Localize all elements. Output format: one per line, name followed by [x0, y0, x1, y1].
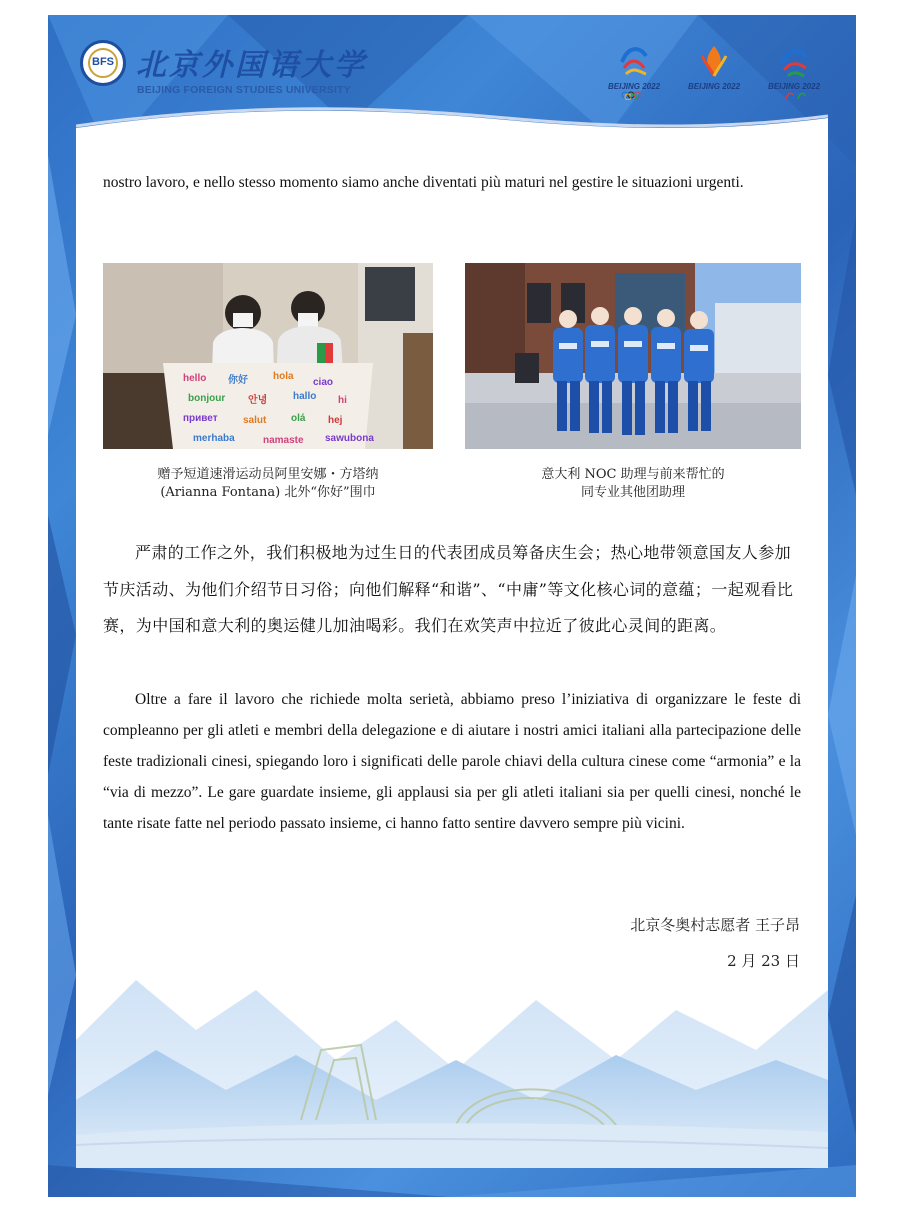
photo-team-assistants — [465, 263, 801, 449]
svg-text:你好: 你好 — [228, 375, 248, 386]
svg-text:merhaba: merhaba — [193, 433, 235, 444]
winter-landscape-art — [76, 960, 828, 1168]
svg-text:привет: привет — [183, 413, 218, 424]
svg-text:hallo: hallo — [293, 391, 317, 402]
paragraph-cn: 严肃的工作之外，我们积极地为过生日的代表团成员筹备庆生会；热心地带领意国友人参加节庆活动、为他们介绍节日习俗；向他们解释“和谐”、“中庸”等文化核心词的意蕴；一起观看比赛，为中国和意大利的奥运健儿加油喝彩。我们在欢笑声中拉近了彼此心灵间的距离。 — [103, 543, 794, 635]
beijing-2022-olympic-emblem: BEIJING 2022 — [600, 42, 668, 102]
signature-author: 北京冬奥村志愿者 王子昂 — [630, 916, 800, 934]
svg-text:hola: hola — [273, 371, 294, 382]
photo-caption-left: 赠予短道速滑运动员阿里安娜・方塔纳 (Arianna Fontana) 北外“你好”围巾 — [157, 467, 379, 500]
paragraph-it: Oltre a fare il lavoro che richiede molta serietà, abbiamo preso l’iniziativa di organizzare le feste di compleanno per gli atleti e membri della delegazione e di aiutare i nostri amici italiani alla partecipazione delle feste tradizionali cinesi, spiegando loro i significati delle parole chiavi della cultura cinese come “armonia” e la “via di mezzo”. Le gare guardate insieme, gli applausi sia per gli atleti italiani sia per quelli cinesi, nonché le tante risate fatte nel periodo passato insieme, ci hanno fatto sentire davvero sempre più vicini. — [103, 691, 801, 832]
signature-date: 2 月 23 日 — [727, 952, 800, 970]
svg-text:hej: hej — [328, 415, 343, 426]
svg-text:sawubona: sawubona — [325, 433, 374, 444]
university-name-en: BEIJING FOREIGN STUDIES UNIVERSITY — [137, 84, 351, 96]
svg-text:namaste: namaste — [263, 435, 304, 446]
university-name-cn: 北京外国语大学 — [136, 48, 367, 83]
svg-text:bonjour: bonjour — [188, 393, 226, 404]
svg-text:ciao: ciao — [313, 377, 334, 388]
beijing-2022-volunteer-emblem: BEIJING 2022 — [680, 42, 748, 91]
beijing-2022-paralympic-emblem: BEIJING 2022 — [760, 42, 828, 102]
svg-text:olá: olá — [291, 413, 306, 424]
svg-text:hello: hello — [183, 373, 207, 384]
svg-text:salut: salut — [243, 415, 267, 426]
bfs-logo: BFS — [80, 40, 126, 86]
intro-paragraph-it: nostro lavoro, e nello stesso momento siamo anche diventati più maturi nel gestire le situazioni urgenti. — [103, 174, 744, 191]
svg-text:안녕: 안녕 — [248, 395, 268, 406]
svg-text:hi: hi — [338, 395, 347, 406]
photo-caption-right: 意大利 NOC 助理与前来帮忙的 同专业其他团助理 — [541, 467, 725, 500]
photo-scarf-gift — [103, 263, 433, 449]
header-wave — [76, 100, 828, 150]
